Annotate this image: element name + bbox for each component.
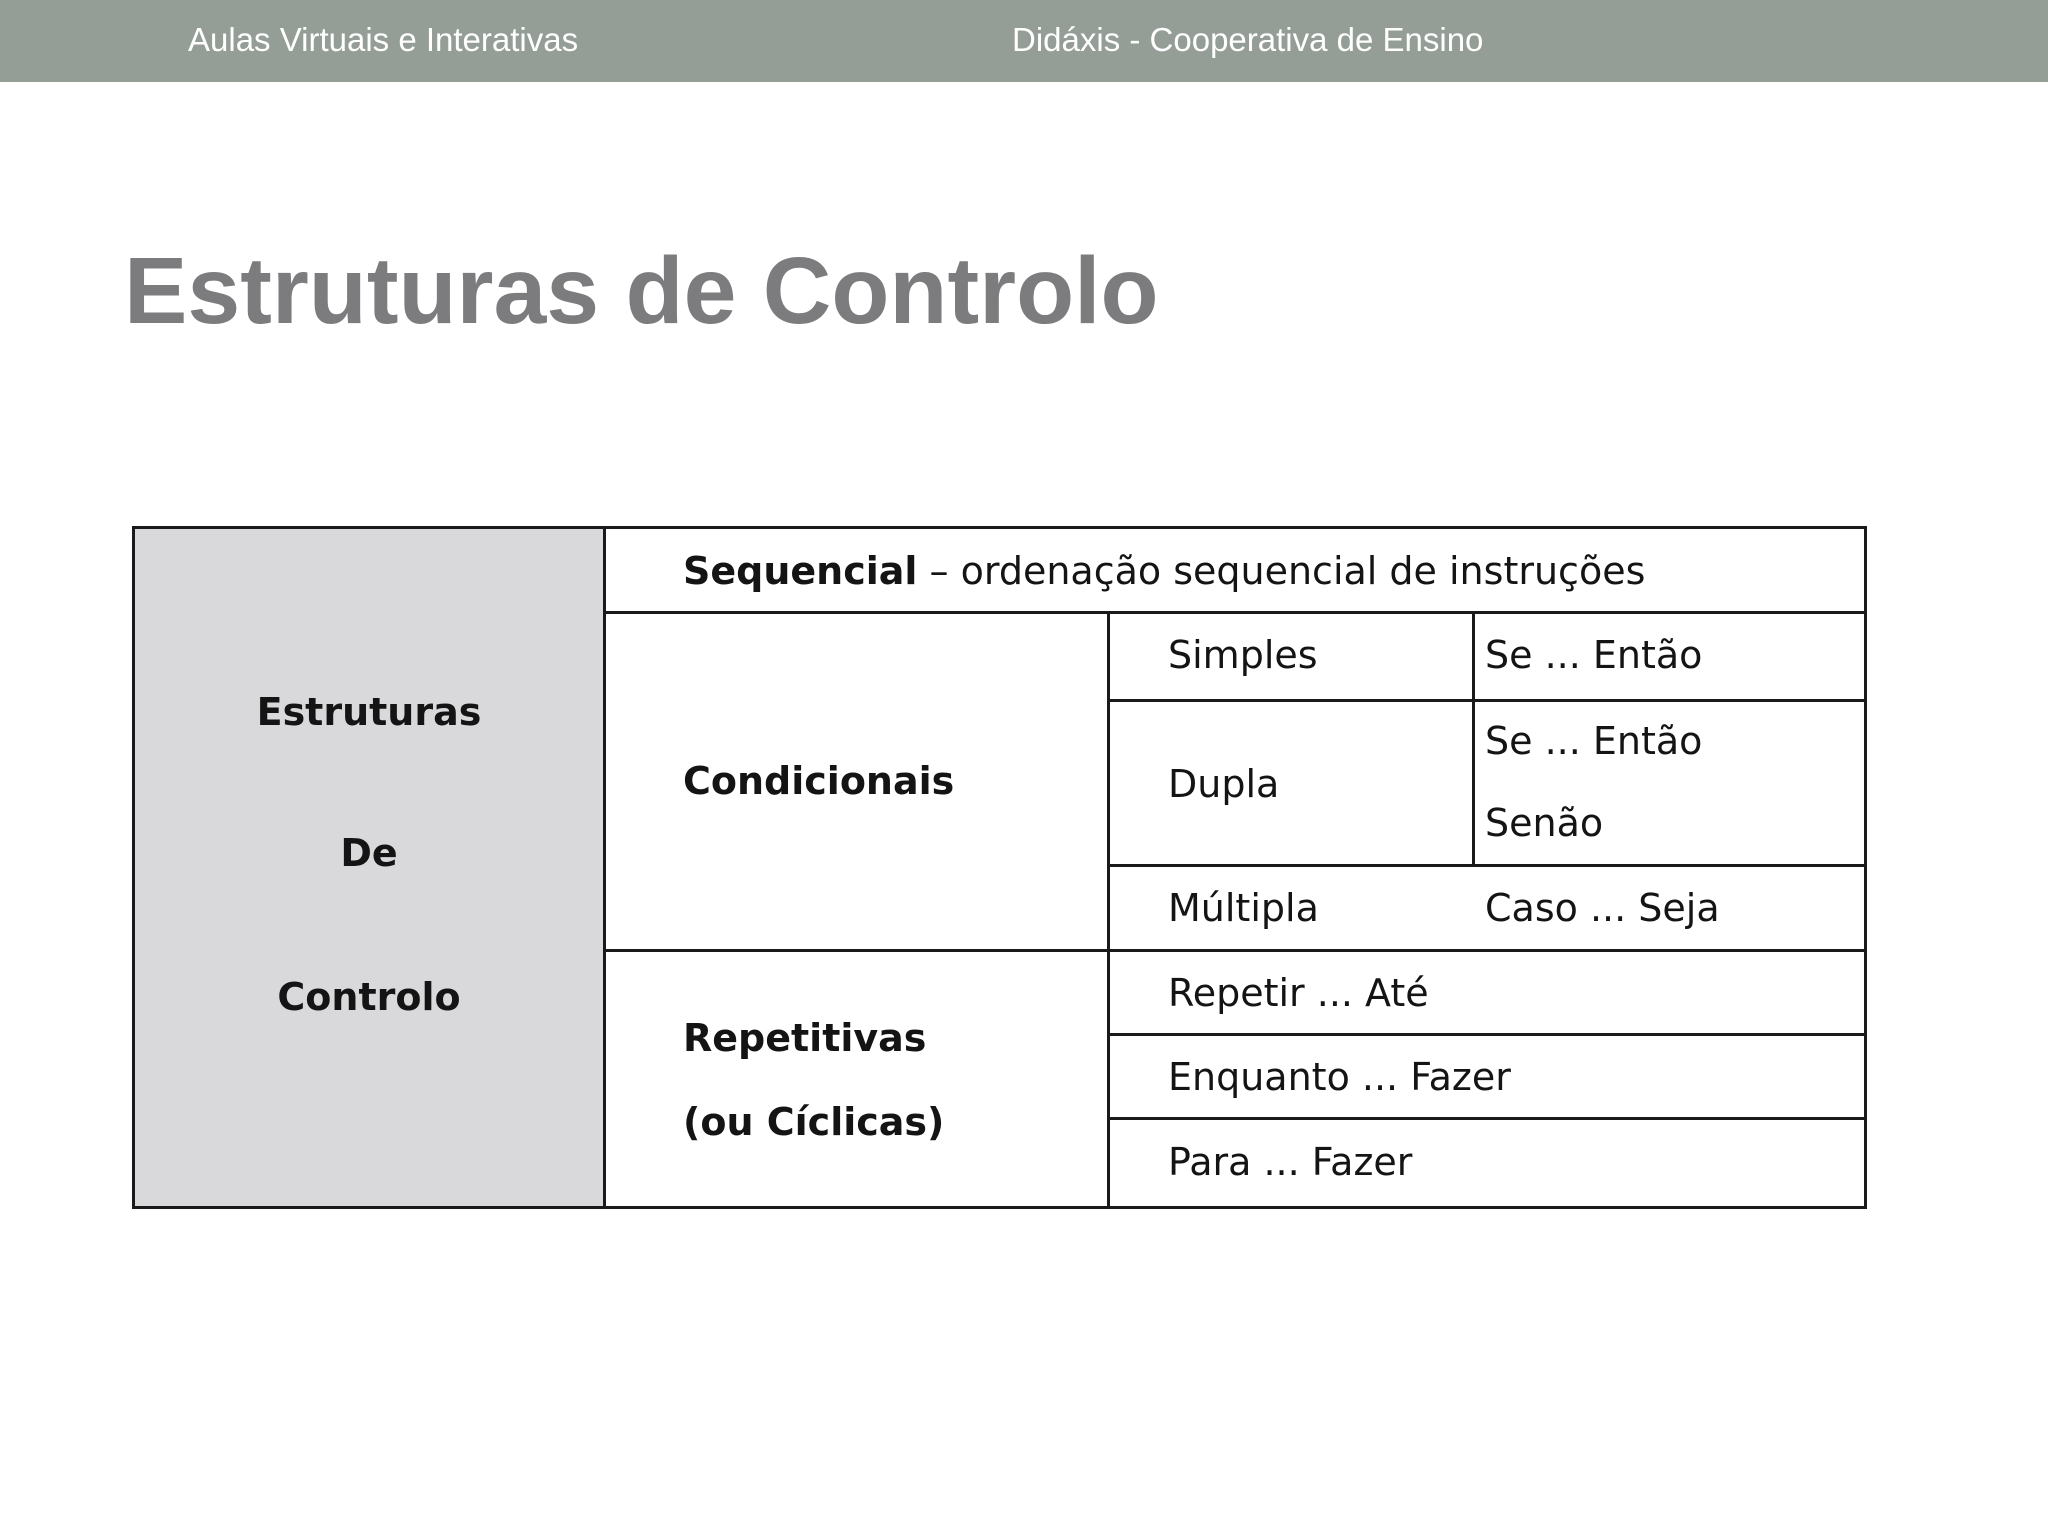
repetitivas-label-line2: (ou Cíclicas)	[683, 1100, 945, 1144]
sequencial-term: Sequencial	[683, 549, 918, 593]
table-left-label-cell	[135, 529, 606, 1206]
table-divider-enquanto	[1107, 1117, 1867, 1120]
table-divider-simples	[1107, 699, 1867, 702]
condicionais-label: Condicionais	[683, 759, 955, 803]
repetitivas-label-line1: Repetitivas	[683, 1016, 927, 1060]
condicional-type-multipla: Múltipla	[1168, 886, 1319, 930]
sequencial-description: – ordenação sequencial de instruções	[929, 549, 1646, 593]
left-label-line-estruturas: Estruturas	[256, 690, 482, 734]
condicional-type-dupla: Dupla	[1168, 762, 1280, 806]
repetitiva-row-para: Para ... Fazer	[1168, 1140, 1413, 1184]
repetitiva-row-enquanto: Enquanto ... Fazer	[1168, 1055, 1511, 1099]
left-label-line-de: De	[340, 831, 398, 875]
left-label-line-controlo: Controlo	[277, 975, 461, 1019]
slide-title: Estruturas de Controlo	[124, 238, 1159, 344]
header-bar	[0, 0, 2048, 82]
condicional-syntax-dupla-line2: Senão	[1485, 801, 1604, 845]
table-divider-condicionais	[606, 949, 1867, 952]
condicional-type-simples: Simples	[1168, 633, 1318, 677]
control-structures-table	[132, 526, 1867, 1209]
table-divider-sequencial	[606, 611, 1867, 614]
header-school-name: Didáxis - Cooperativa de Ensino	[1012, 21, 1484, 58]
condicional-syntax-dupla-line1: Se ... Então	[1485, 719, 1703, 763]
table-divider-syntax-column	[1472, 611, 1475, 867]
repetitiva-row-repetir: Repetir ... Até	[1168, 971, 1429, 1015]
header-course-name: Aulas Virtuais e Interativas	[188, 21, 579, 58]
table-divider-repetir	[1107, 1033, 1867, 1036]
table-divider-dupla	[1107, 864, 1867, 867]
sequencial-cell	[683, 549, 1645, 593]
condicional-syntax-simples: Se ... Então	[1485, 633, 1703, 677]
condicional-syntax-multipla: Caso ... Seja	[1485, 886, 1720, 930]
